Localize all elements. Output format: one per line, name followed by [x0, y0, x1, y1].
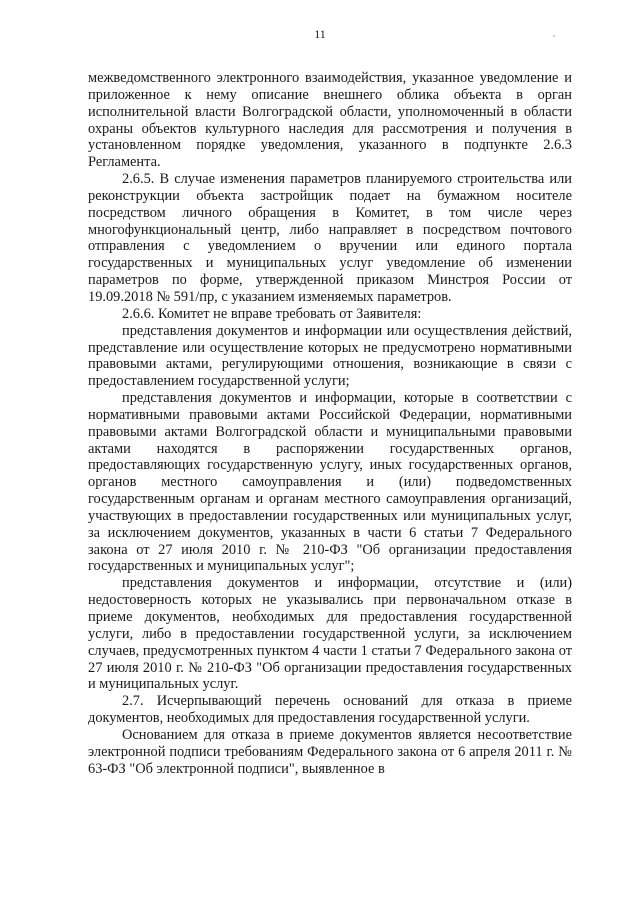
paragraph-2-6-5: 2.6.5. В случае изменения параметров планируемого строительства или реконструкции объекта застройщик подает на бумажном носителе посредством личного обращения в Комитет, в том числе через многофункциональный центр, либо направляет в посредством почтового отправления с уведомлением о вручении или единого портала государственных и муниципальных услуг уведомление об изменении параметров по форме, утвержденной приказом Минстроя России от 19.09.2018 № 591/пр, с указанием изменяемых параметров. [88, 171, 572, 305]
scan-artifact [553, 35, 555, 37]
paragraph-continuation: межведомственного электронного взаимодействия, указанное уведомление и приложенное к нему описание внешнего облика объекта в орган исполнительной власти Волгоградской области, уполномоченный в области охраны объектов культурного наследия для рассмотрения и получения в установленном порядке уведомления, указанного в подпункте 2.6.3 Регламента. [88, 70, 572, 171]
paragraph-requirement-1: представления документов и информации или осуществления действий, представление или осуществление которых не предусмотрено нормативными правовыми актами, регулирующими отношения, возникающие в связи с предоставлением государственной услуги; [88, 322, 572, 390]
document-body [88, 70, 572, 777]
page-number: 11 [314, 27, 326, 41]
paragraph-2-6-6: 2.6.6. Комитет не вправе требовать от Заявителя: [122, 305, 422, 322]
paragraph-requirement-3: представления документов и информации, отсутствие и (или) недостоверность которых не указывались при первоначальном отказе в приеме документов, необходимых для предоставления государственной услуги, либо в предоставлении государственной услуги, за исключением случаев, предусмотренных пунктом 4 части 1 статьи 7 Федерального закона от 27 июля 2010 г. № 210-ФЗ "Об организации предоставления государственных и муниципальных услуг. [88, 575, 572, 693]
paragraph-grounds: Основанием для отказа в приеме документов является несоответствие электронной подписи требованиям Федерального закона от 6 апреля 2011 г. № 63-ФЗ "Об электронной подписи", выявленное в [88, 726, 572, 777]
paragraph-2-7: 2.7. Исчерпывающий перечень оснований для отказа в приеме документов, необходимых для предоставления государственной услуги. [88, 693, 572, 727]
paragraph-requirement-2: представления документов и информации, которые в соответствии с нормативными правовыми актами Российской Федерации, нормативными правовыми актами Волгоградской области и муниципальными правовыми актами находятся в распоряжении государственных органов, предоставляющих государственную услугу, иных государственных органов, органов местного самоуправления и (или) подведомственных государственным органам и органам местного самоуправления организаций, участвующих в предоставлении государственных или муниципальных услуг, за исключением документов, указанных в части 6 статьи 7 Федерального закона от 27 июля 2010 г. № 210-ФЗ "Об организации предоставления государственных и муниципальных услуг"; [88, 390, 572, 575]
